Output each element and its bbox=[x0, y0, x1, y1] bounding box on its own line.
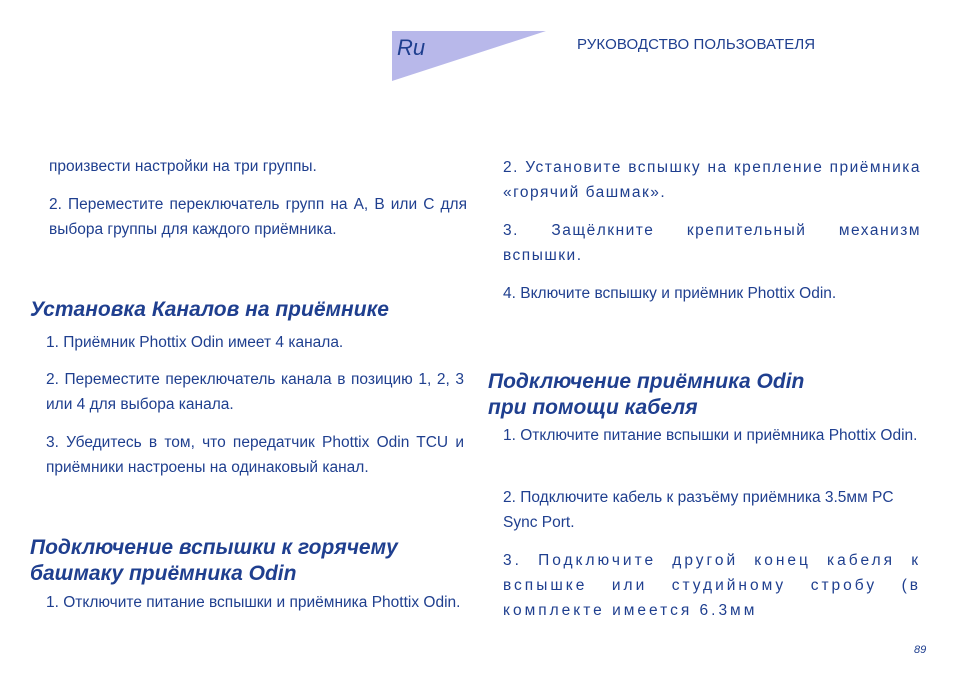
channels-step-3: 3. Убедитесь в том, что передатчик Phottix Odin TCU и приёмники настроены на одинаковый канал. bbox=[46, 434, 464, 476]
page-number: 89 bbox=[914, 644, 927, 656]
hotshoe-step-4: 4. Включите вспышку и приёмник Phottix Odin. bbox=[503, 285, 837, 302]
document-title: РУКОВОДСТВО ПОЛЬЗОВАТЕЛЯ bbox=[577, 36, 816, 53]
hotshoe-step-1: 1. Отключите питание вспышки и приёмника Phottix Odin. bbox=[46, 594, 461, 611]
left-intro-paragraph-2: 2. Переместите переключатель групп на А, В или С для выбора группы для каждого приёмника. bbox=[49, 196, 467, 238]
channels-step-2: 2. Переместите переключатель канала в позицию 1, 2, 3 или 4 для выбора канала. bbox=[46, 371, 464, 413]
cable-step-1: 1. Отключите питание вспышки и приёмника Phottix Odin. bbox=[503, 427, 918, 444]
language-tab-label: Ru bbox=[397, 35, 426, 60]
cable-step-3: 3. Подключите другой конец кабеля к вспышке или студийному стробу (в комплекте имеется 6.3мм bbox=[503, 552, 921, 619]
heading-cable-line-1: Подключение приёмника Odin bbox=[488, 370, 805, 393]
heading-hotshoe-line-2: башмаку приёмника Odin bbox=[30, 562, 297, 585]
heading-hotshoe-line-1: Подключение вспышки к горячему bbox=[30, 536, 398, 559]
heading-cable-line-2: при помощи кабеля bbox=[488, 396, 698, 419]
left-intro-paragraph-1: произвести настройки на три группы. bbox=[49, 158, 317, 175]
language-tab bbox=[392, 31, 546, 81]
hotshoe-step-3: 3. Защёлкните крепительный механизм вспышки. bbox=[503, 222, 921, 264]
hotshoe-step-2: 2. Установите вспышку на крепление приёмника «горячий башмак». bbox=[503, 159, 921, 201]
heading-cable bbox=[488, 369, 928, 421]
heading-hotshoe bbox=[30, 535, 480, 587]
heading-channels: Установка Каналов на приёмнике bbox=[30, 298, 389, 321]
channels-step-1: 1. Приёмник Phottix Odin имеет 4 канала. bbox=[46, 334, 344, 351]
cable-step-2: 2. Подключите кабель к разъёму приёмника 3.5мм PC Sync Port. bbox=[503, 489, 894, 531]
